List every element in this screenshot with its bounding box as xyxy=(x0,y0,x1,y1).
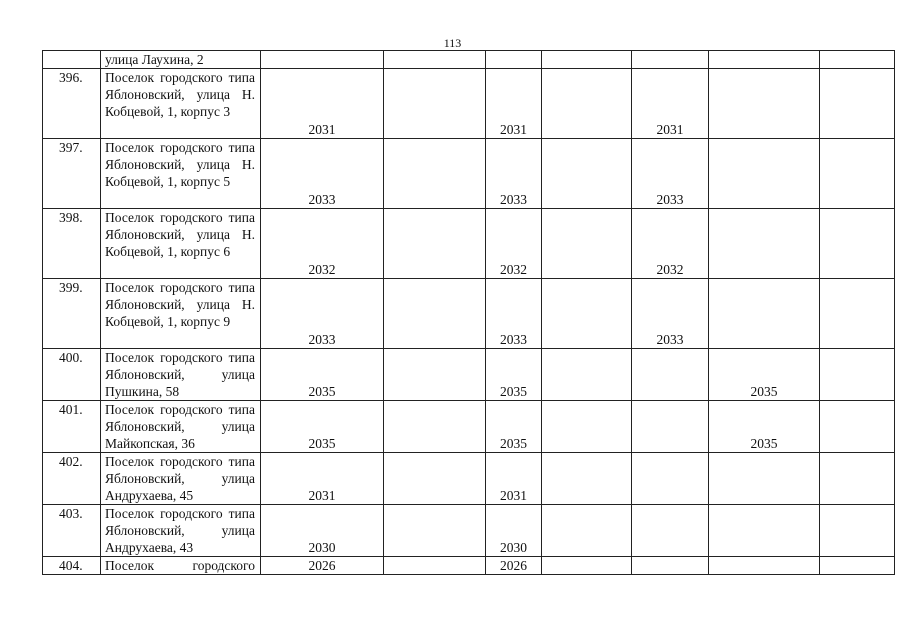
year-cell: 2035 xyxy=(261,401,384,453)
row-number: 396. xyxy=(43,69,101,139)
year-cell: 2030 xyxy=(261,505,384,557)
address-cell: Поселок городского типа Яблоновский, улица Н. Кобцевой, 1, корпус 3 xyxy=(101,69,261,139)
address-cell: Поселок городского типа Яблоновский, улица Андрухаева, 43 xyxy=(101,505,261,557)
year-cell xyxy=(709,505,820,557)
year-cell xyxy=(632,557,709,575)
row-number: 402. xyxy=(43,453,101,505)
table-row xyxy=(43,453,895,505)
year-cell: 2035 xyxy=(486,401,542,453)
year-cell xyxy=(820,505,895,557)
year-cell xyxy=(709,279,820,349)
year-cell: 2026 xyxy=(486,557,542,575)
row-number: 401. xyxy=(43,401,101,453)
row-number: 398. xyxy=(43,209,101,279)
year-cell xyxy=(820,51,895,69)
year-cell: 2035 xyxy=(709,349,820,401)
year-cell xyxy=(820,557,895,575)
address-cell: Поселок городского типа Яблоновский, улица Андрухаева, 45 xyxy=(101,453,261,505)
year-cell xyxy=(820,139,895,209)
year-cell xyxy=(709,453,820,505)
year-cell xyxy=(542,505,632,557)
year-cell xyxy=(384,279,486,349)
year-cell: 2033 xyxy=(261,139,384,209)
table-row xyxy=(43,279,895,349)
year-cell: 2032 xyxy=(632,209,709,279)
year-cell xyxy=(632,453,709,505)
year-cell: 2031 xyxy=(486,453,542,505)
address-cell: Поселок городского типа Яблоновский, улица Н. Кобцевой, 1, корпус 6 xyxy=(101,209,261,279)
year-cell xyxy=(820,453,895,505)
year-cell xyxy=(542,51,632,69)
address-cell: улица Лаухина, 2 xyxy=(101,51,261,69)
address-cell: Поселок городского типа Яблоновский, улица Пушкина, 58 xyxy=(101,349,261,401)
row-number: 404. xyxy=(43,557,101,575)
year-cell xyxy=(384,51,486,69)
year-cell xyxy=(486,51,542,69)
row-number: 399. xyxy=(43,279,101,349)
year-cell xyxy=(542,279,632,349)
year-cell xyxy=(384,349,486,401)
row-number: 397. xyxy=(43,139,101,209)
year-cell xyxy=(820,209,895,279)
address-cell: Поселок городского типа Яблоновский, улица Н. Кобцевой, 1, корпус 5 xyxy=(101,139,261,209)
year-cell: 2031 xyxy=(261,453,384,505)
year-cell xyxy=(384,401,486,453)
year-cell xyxy=(384,139,486,209)
year-cell xyxy=(542,557,632,575)
table-row xyxy=(43,51,895,69)
year-cell xyxy=(632,505,709,557)
year-cell xyxy=(709,139,820,209)
table-row xyxy=(43,139,895,209)
year-cell: 2031 xyxy=(486,69,542,139)
year-cell xyxy=(542,209,632,279)
year-cell xyxy=(709,209,820,279)
year-cell: 2032 xyxy=(261,209,384,279)
address-cell: Поселок городского xyxy=(101,557,261,575)
year-cell: 2031 xyxy=(632,69,709,139)
year-cell xyxy=(384,557,486,575)
table-row xyxy=(43,209,895,279)
year-cell xyxy=(709,51,820,69)
year-cell xyxy=(261,51,384,69)
year-cell xyxy=(709,69,820,139)
year-cell: 2035 xyxy=(709,401,820,453)
year-cell: 2032 xyxy=(486,209,542,279)
table-row xyxy=(43,557,895,575)
row-number: 403. xyxy=(43,505,101,557)
year-cell xyxy=(709,557,820,575)
address-cell: Поселок городского типа Яблоновский, улица Н. Кобцевой, 1, корпус 9 xyxy=(101,279,261,349)
year-cell xyxy=(820,69,895,139)
year-cell xyxy=(632,51,709,69)
year-cell xyxy=(384,505,486,557)
page-number: 113 xyxy=(443,36,462,50)
year-cell xyxy=(542,139,632,209)
table-row xyxy=(43,505,895,557)
year-cell: 2033 xyxy=(486,279,542,349)
year-cell: 2033 xyxy=(261,279,384,349)
year-cell xyxy=(542,401,632,453)
year-cell xyxy=(384,209,486,279)
row-number xyxy=(43,51,101,69)
year-cell xyxy=(632,401,709,453)
year-cell: 2031 xyxy=(261,69,384,139)
year-cell xyxy=(542,69,632,139)
year-cell xyxy=(542,349,632,401)
year-cell xyxy=(384,69,486,139)
table-row xyxy=(43,69,895,139)
year-cell: 2033 xyxy=(632,279,709,349)
table-row xyxy=(43,349,895,401)
year-cell: 2035 xyxy=(486,349,542,401)
year-cell xyxy=(542,453,632,505)
year-cell: 2035 xyxy=(261,349,384,401)
year-cell xyxy=(820,401,895,453)
year-cell: 2033 xyxy=(632,139,709,209)
year-cell: 2033 xyxy=(486,139,542,209)
year-cell xyxy=(820,349,895,401)
year-cell: 2030 xyxy=(486,505,542,557)
year-cell xyxy=(384,453,486,505)
year-cell xyxy=(632,349,709,401)
row-number: 400. xyxy=(43,349,101,401)
address-cell: Поселок городского типа Яблоновский, улица Майкопская, 36 xyxy=(101,401,261,453)
schedule-table xyxy=(42,50,895,575)
year-cell xyxy=(820,279,895,349)
year-cell: 2026 xyxy=(261,557,384,575)
table-row xyxy=(43,401,895,453)
